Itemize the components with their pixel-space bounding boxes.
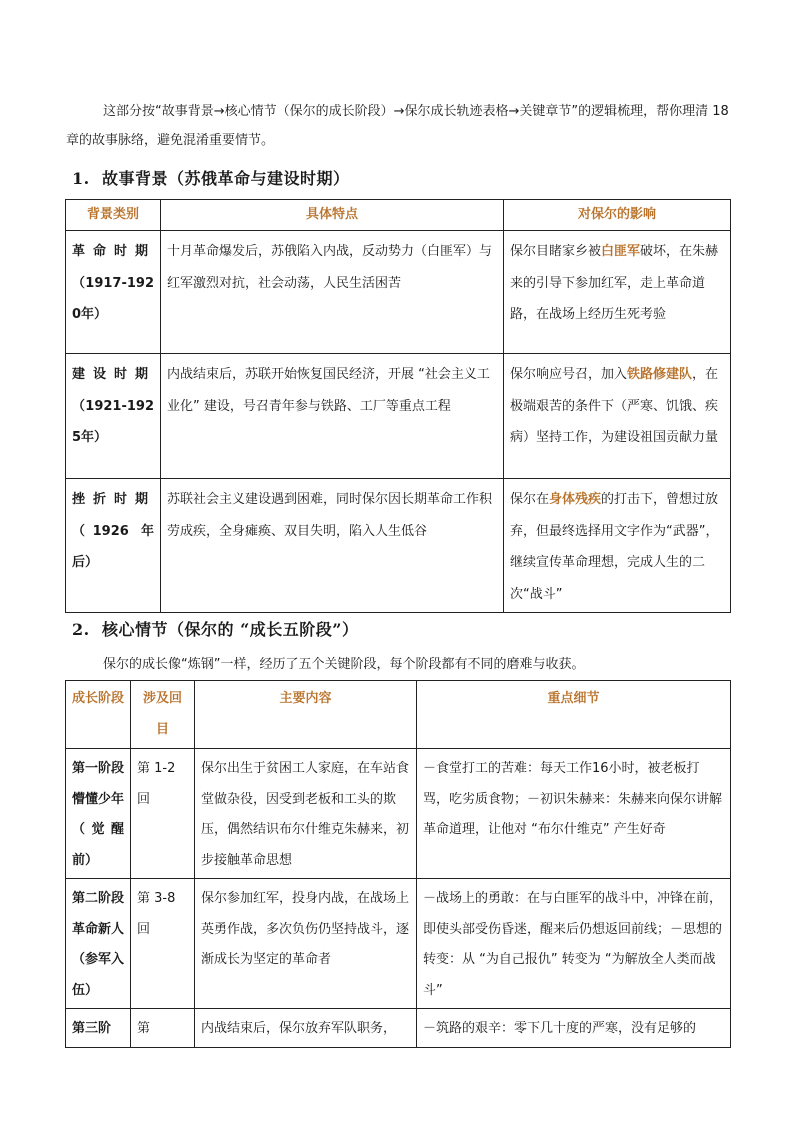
table-row: [66, 879, 731, 1009]
impact-text: 的打击下，曾想过放弃，但最终选择用文字作为“武器”，继续宣传革命理想，完成人生的二次“战斗”: [510, 492, 719, 602]
table-header-row: [66, 200, 731, 231]
impact-text: ，在极端艰苦的条件下（严寒、饥饿、疾病）坚持工作，为建设祖国贡献力量: [510, 367, 719, 445]
section-2-heading: [72, 617, 358, 640]
header-chapters: 涉及回目: [131, 681, 195, 749]
impact-text: 保尔目睹家乡被: [510, 244, 602, 259]
impact-text: 保尔在: [510, 492, 550, 507]
impact-cell: [504, 354, 731, 479]
category-period: （1917-1920年）: [72, 275, 154, 322]
section-1-number: 1.: [72, 169, 90, 188]
category-name: 挫折时期: [72, 492, 154, 507]
growth-stages-table: [65, 680, 731, 1048]
background-table: [65, 199, 731, 613]
impact-cell: [504, 231, 731, 354]
stage-cell: 第一阶段 懵懂少年（觉醒前）: [66, 749, 131, 879]
content-cell: 保尔参加红军，投身内战，在战场上英勇作战，多次负伤仍坚持战斗，逐渐成长为坚定的革命者: [195, 879, 417, 1009]
impact-highlight: 白匪军: [601, 244, 641, 259]
impact-highlight: 铁路修建队: [627, 367, 693, 382]
section-1-title: 故事背景（苏俄革命与建设时期）: [102, 169, 350, 188]
header-content: 主要内容: [195, 681, 417, 749]
header-features: 具体特点: [161, 200, 504, 231]
table-row: [66, 1009, 731, 1048]
table-row: [66, 479, 731, 613]
section-2-title: 核心情节（保尔的 “成长五阶段”）: [102, 620, 359, 639]
content-cell: 内战结束后，保尔放弃军队职务，: [195, 1009, 417, 1048]
impact-text: 保尔响应号召，加入: [510, 367, 628, 382]
header-category: 背景类别: [66, 200, 161, 231]
features-cell: 十月革命爆发后，苏俄陷入内战，反动势力（白匪军）与红军激烈对抗，社会动荡，人民生活困苦: [161, 231, 504, 354]
impact-highlight: 身体残疾: [549, 492, 602, 507]
table-row: [66, 749, 731, 879]
chapters-cell: 第 1-2 回: [131, 749, 195, 879]
category-period: （1921-1925年）: [72, 398, 154, 445]
header-impact: 对保尔的影响: [504, 200, 731, 231]
stage-cell: 第二阶段 革命新人（参军入伍）: [66, 879, 131, 1009]
category-name: 革命时期: [72, 244, 154, 259]
chapters-cell: 第: [131, 1009, 195, 1048]
header-stage: 成长阶段: [66, 681, 131, 749]
intro-paragraph: 这部分按“故事背景→核心情节（保尔的成长阶段）→保尔成长轨迹表格→关键章节”的逻辑梳理，帮你理清 18 章的故事脉络，避免混淆重要情节。: [66, 104, 729, 148]
table-row: [66, 354, 731, 479]
details-cell: －筑路的艰辛：零下几十度的严寒，没有足够的: [417, 1009, 731, 1048]
impact-cell: [504, 479, 731, 613]
section-2-intro: 保尔的成长像“炼钢”一样，经历了五个关键阶段，每个阶段都有不同的磨难与收获。: [103, 657, 585, 672]
stage-cell: 第三阶: [66, 1009, 131, 1048]
section-2-number: 2.: [72, 620, 90, 639]
category-cell: [66, 231, 161, 354]
details-cell: －食堂打工的苦难：每天工作16小时，被老板打骂，吃劣质食物；－初识朱赫来：朱赫来向保尔讲解革命道理，让他对 “布尔什维克” 产生好奇: [417, 749, 731, 879]
table-header-row: [66, 681, 731, 749]
features-cell: 内战结束后，苏联开始恢复国民经济，开展 “社会主义工业化” 建设，号召青年参与铁路、工厂等重点工程: [161, 354, 504, 479]
features-cell: 苏联社会主义建设遇到困难，同时保尔因长期革命工作积劳成疾，全身瘫痪、双目失明，陷入人生低谷: [161, 479, 504, 613]
category-name: 建设时期: [72, 367, 154, 382]
table-row: [66, 231, 731, 354]
header-details: 重点细节: [417, 681, 731, 749]
category-cell: [66, 479, 161, 613]
category-cell: [66, 354, 161, 479]
chapters-cell: 第 3-8 回: [131, 879, 195, 1009]
impact-text: 破坏，在朱赫来的引导下参加红军，走上革命道路，在战场上经历生死考验: [510, 244, 719, 322]
content-cell: 保尔出生于贫困工人家庭，在车站食堂做杂役，因受到老板和工头的欺压，偶然结识布尔什维克朱赫来，初步接触革命思想: [195, 749, 417, 879]
section-1-heading: [72, 166, 350, 189]
category-period: （1926 年后）: [72, 523, 154, 570]
details-cell: －战场上的勇敢：在与白匪军的战斗中，冲锋在前，即使头部受伤昏迷，醒来后仍想返回前线；－思想的转变：从 “为自己报仇” 转变为 “为解放全人类而战斗”: [417, 879, 731, 1009]
